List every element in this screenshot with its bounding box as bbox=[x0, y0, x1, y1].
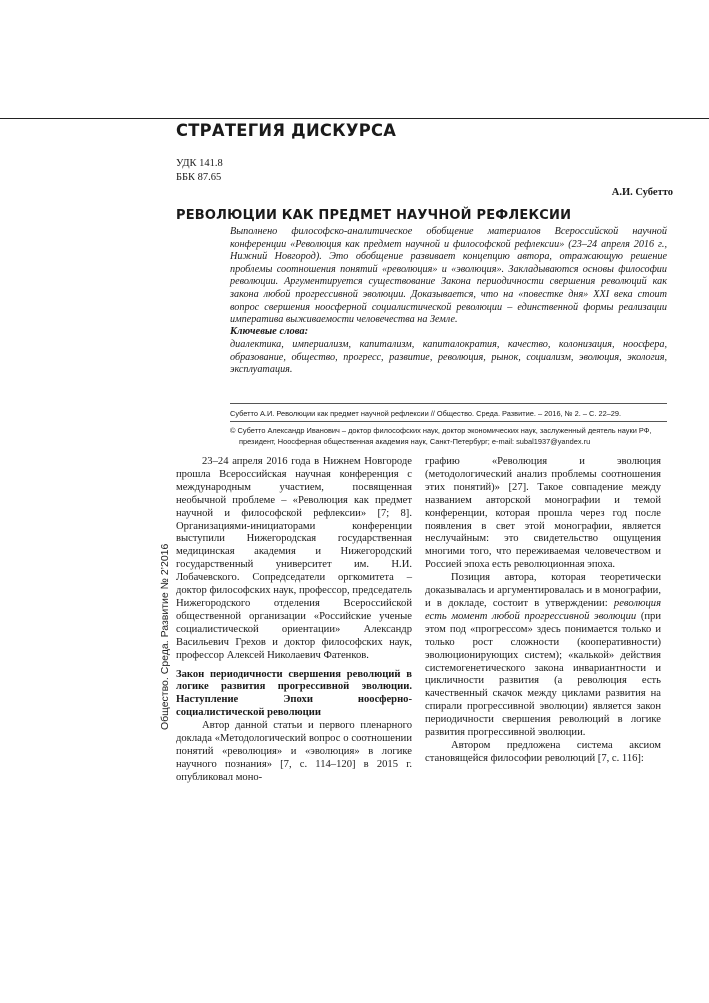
keywords-text: диалектика, империализм, капитализм, капиталократия, качество, колонизация, ноосфера, образование, общество, прогресс, развитие, революция, рынок, социализм, эволюция, экология, эксплуатация. bbox=[230, 339, 667, 376]
abstract: Выполнено философско-аналитическое обобщение материалов Всероссийской научной конференции «Революция как предмет научной и философской рефлексии» (23–24 апреля 2016 г., Нижний Новгород). Это обобщение развивает концепцию автора, отражающую решение проблемы соотношения понятий «революция» и «эволюция». Закладываются основы философии революции. Аргументируется существование Закона периодичности свершения революций как закона любой прогрессивной эволюции. Доказывается, что на «повестке дня» XXI века стоит вопрос свершения ноосферной социалистической революции – единственной формы реализации императива выживаемости человечества на Земле. bbox=[230, 226, 667, 326]
copyright-block bbox=[230, 425, 670, 447]
citation-rule-top bbox=[230, 403, 667, 404]
body-paragraph: Автор данной статьи и первого пленарного доклада «Методологический вопрос о соотношении понятий «революция» и «эволюция» в логике научного познания» [7, с. 114–120] в 2015 г. опубликовал моно- bbox=[176, 720, 412, 783]
copyright-line-2: президент, Ноосферная общественная академия наук, Санкт-Петербург; e-mail: subal1937@yandex.ru bbox=[239, 437, 591, 446]
top-rule bbox=[0, 118, 709, 119]
body-paragraph: графию «Революция и эволюция (методологический анализ проблемы соотношения этих понятий)» [27]. Такое совпадение между названием авторской монографии и темой конференции, которая прошла через год после появления в свет этой монографии, является неслучайным: это свидетельство ощущения многими того, что переживаемая человечеством и Россией эпоха есть революционная эпоха. bbox=[425, 456, 661, 571]
citation: Субетто А.И. Революции как предмет научной рефлексии // Общество. Среда. Развитие. – 2016, № 2. – С. 22–29. bbox=[230, 409, 622, 418]
journal-side-text: Общество. Среда. Развитие № 2’2016 bbox=[159, 543, 171, 730]
body-text: (при этом под «прогрессом» здесь понимается только и только рост сложности (кооперативности) эволюционирующих систем); «калькой» действия системогенетического закона инвариантности и цикличности развития (а революция есть качественный скачок между циклами развития на спирали прогрессивной эволюции) является закон периодичности свершения революций в логике развития прогрессивной эволюции. bbox=[425, 610, 661, 739]
citation-rule-bottom bbox=[230, 421, 667, 422]
body-paragraph: 23–24 апреля 2016 года в Нижнем Новгороде прошла Всероссийская научная конференция с международным участием, посвященная необычной проблеме – «Революция как предмет научной и философской рефлексии» [7; 8]. Организациями-инициаторами конференции выступили Нижегородская государственная медицинская академия и Нижегородский государственный университет им. Н.И. Лобачевского. Сопредседатели оргкомитета – доктор философских наук, профессор, председатель Нижегородского отделения Всероссийской общественной организации «Российские ученые социалистической ориентации» Александр Васильевич Грехов и доктор философских наук, профессор Алексей Николаевич Фатенков. bbox=[176, 456, 412, 661]
keywords-heading: Ключевые слова: bbox=[230, 326, 309, 337]
body-text: Позиция автора, которая теоретически доказывалась и аргументировалась и в монографии, и в докладе, состоит в утверждении: bbox=[425, 572, 661, 609]
section-subheading: Закон периодичности свершения революций в логике развития прогрессивной эволюции. Наступление Эпохи ноосферно-социалистической революции bbox=[176, 668, 412, 719]
section-title: СТРАТЕГИЯ ДИСКУРСА bbox=[176, 121, 397, 141]
bbk-code: ББК 87.65 bbox=[176, 172, 222, 183]
copyright-line-1: © Субетто Александр Иванович – доктор философских наук, доктор экономических наук, заслуженный деятель науки РФ, bbox=[230, 426, 652, 435]
body-paragraph bbox=[425, 572, 661, 740]
author-name: А.И. Субетто bbox=[611, 187, 673, 198]
body-emphasis: революция есть момент любой прогрессивной эволюции bbox=[425, 597, 661, 622]
body-paragraph: Автором предложена система аксиом становящейся философии революций [7, с. 116]: bbox=[425, 739, 661, 764]
article-title: РЕВОЛЮЦИИ КАК ПРЕДМЕТ НАУЧНОЙ РЕФЛЕКСИИ bbox=[176, 208, 572, 223]
udk-code: УДК 141.8 bbox=[176, 158, 223, 169]
body-column-left bbox=[176, 456, 412, 785]
body-column-right bbox=[425, 456, 661, 766]
